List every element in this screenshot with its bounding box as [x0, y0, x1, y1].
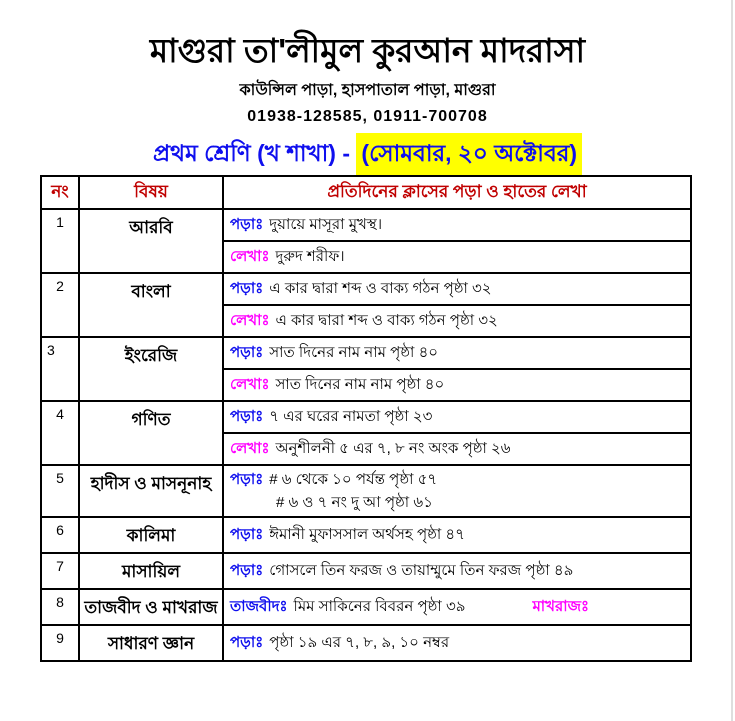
row-number: 1	[41, 209, 79, 273]
table-header-row	[41, 176, 691, 209]
tajweed-cell	[223, 589, 691, 625]
writing-label: লেখাঃ	[230, 375, 270, 393]
reading-text: পৃষ্ঠা ১৯ এর ৭, ৮, ৯, ১০ নম্বর	[269, 633, 450, 651]
reading-cell	[223, 401, 691, 433]
subject-cell: গণিত	[79, 401, 223, 465]
writing-cell	[223, 433, 691, 465]
lesson-table	[40, 175, 692, 662]
reading-label: পড়াঃ	[230, 407, 264, 425]
subject-cell: সাধারণ জ্ঞান	[79, 625, 223, 661]
reading-cell	[223, 209, 691, 241]
row-number: 2	[41, 273, 79, 337]
madrasa-title: মাগুরা তা'লীমুল কুরআন মাদরাসা	[149, 32, 586, 69]
page-edge-line	[731, 0, 733, 721]
phone-numbers: 01938-128585, 01911-700708	[247, 108, 488, 126]
reading-cell	[223, 553, 691, 589]
table-row	[41, 465, 691, 517]
makhraj-label: মাখরাজঃ	[532, 597, 589, 615]
subject-cell: বাংলা	[79, 273, 223, 337]
subject-cell: মাসায়িল	[79, 553, 223, 589]
subject-cell: তাজবীদ ও মাখরাজ	[79, 589, 223, 625]
row-number: 6	[41, 517, 79, 553]
table-row	[41, 337, 691, 369]
row-number: 4	[41, 401, 79, 465]
reading-cell	[223, 337, 691, 369]
writing-cell	[223, 241, 691, 273]
writing-cell	[223, 305, 691, 337]
reading-cell	[223, 465, 691, 517]
date-highlight: (সোমবার, ২০ অক্টোবর)	[356, 133, 582, 176]
madrasa-address: কাউন্সিল পাড়া, হাসপাতাল পাড়া, মাগুরা	[239, 82, 496, 100]
writing-cell	[223, 369, 691, 401]
table-row	[41, 553, 691, 589]
subject-cell: আরবি	[79, 209, 223, 273]
row-number: 3	[41, 337, 79, 401]
reading-label: পড়াঃ	[230, 633, 264, 651]
reading-text: # ৬ থেকে ১০ পর্যন্ত পৃষ্ঠা ৫৭	[269, 471, 438, 488]
reading-label: পড়াঃ	[230, 471, 264, 488]
reading-cell	[223, 273, 691, 305]
reading-cell	[223, 517, 691, 553]
reading-text: ঈমানী মুফাসসাল অর্থসহ পৃষ্ঠা ৪৭	[269, 525, 465, 543]
reading-text: ৭ এর ঘরের নামতা পৃষ্ঠা ২৩	[269, 407, 433, 425]
tajweed-text: মিম সাকিনের বিবরন পৃষ্ঠা ৩৯	[293, 597, 466, 615]
row-number: 7	[41, 553, 79, 589]
col-header-lesson: প্রতিদিনের ক্লাসের পড়া ও হাতের লেখা	[223, 176, 691, 209]
row-number: 8	[41, 589, 79, 625]
table-row	[41, 209, 691, 241]
row-number: 9	[41, 625, 79, 661]
table-row	[41, 589, 691, 625]
table-row	[41, 625, 691, 661]
reading-text: গোসলে তিন ফরজ ও তায়াম্মুমে তিন ফরজ পৃষ্ঠা ৪৯	[269, 561, 574, 579]
writing-label: লেখাঃ	[230, 247, 270, 265]
col-header-subject: বিষয়	[79, 176, 223, 209]
writing-text: সাত দিনের নাম নাম পৃষ্ঠা ৪০	[275, 375, 445, 393]
reading-text: সাত দিনের নাম নাম পৃষ্ঠা ৪০	[269, 343, 439, 361]
writing-text: দুরুদ শরীফ।	[275, 247, 345, 265]
class-label: প্রথম শ্রেণি (খ শাখা) -	[152, 140, 351, 167]
subject-cell: ইংরেজি	[79, 337, 223, 401]
reading-label: পড়াঃ	[230, 525, 264, 543]
col-header-number: নং	[41, 176, 79, 209]
row-number: 5	[41, 465, 79, 517]
reading-label: পড়াঃ	[230, 215, 264, 233]
writing-label: লেখাঃ	[230, 311, 270, 329]
writing-text: এ কার দ্বারা শব্দ ও বাক্য গঠন পৃষ্ঠা ৩২	[275, 311, 498, 329]
reading-text: দুয়ায়ে মাসূরা মুখস্থ।	[269, 215, 383, 233]
reading-label: পড়াঃ	[230, 279, 264, 297]
reading-text-line2: # ৬ ও ৭ নং দু আ পৃষ্ঠা ৬১	[276, 494, 433, 511]
table-row	[41, 517, 691, 553]
reading-cell	[223, 625, 691, 661]
writing-label: লেখাঃ	[230, 439, 270, 457]
writing-text: অনুশীলনী ৫ এর ৭, ৮ নং অংক পৃষ্ঠা ২৬	[275, 439, 511, 457]
document-header	[0, 0, 735, 176]
reading-label: পড়াঃ	[230, 561, 264, 579]
subject-cell: কালিমা	[79, 517, 223, 553]
class-section-line	[0, 133, 735, 176]
subject-cell: হাদীস ও মাসনূনাহ	[79, 465, 223, 517]
tajweed-label: তাজবীদঃ	[230, 597, 288, 615]
table-row	[41, 401, 691, 433]
table-row	[41, 273, 691, 305]
reading-text: এ কার দ্বারা শব্দ ও বাক্য গঠন পৃষ্ঠা ৩২	[269, 279, 492, 297]
reading-label: পড়াঃ	[230, 343, 264, 361]
